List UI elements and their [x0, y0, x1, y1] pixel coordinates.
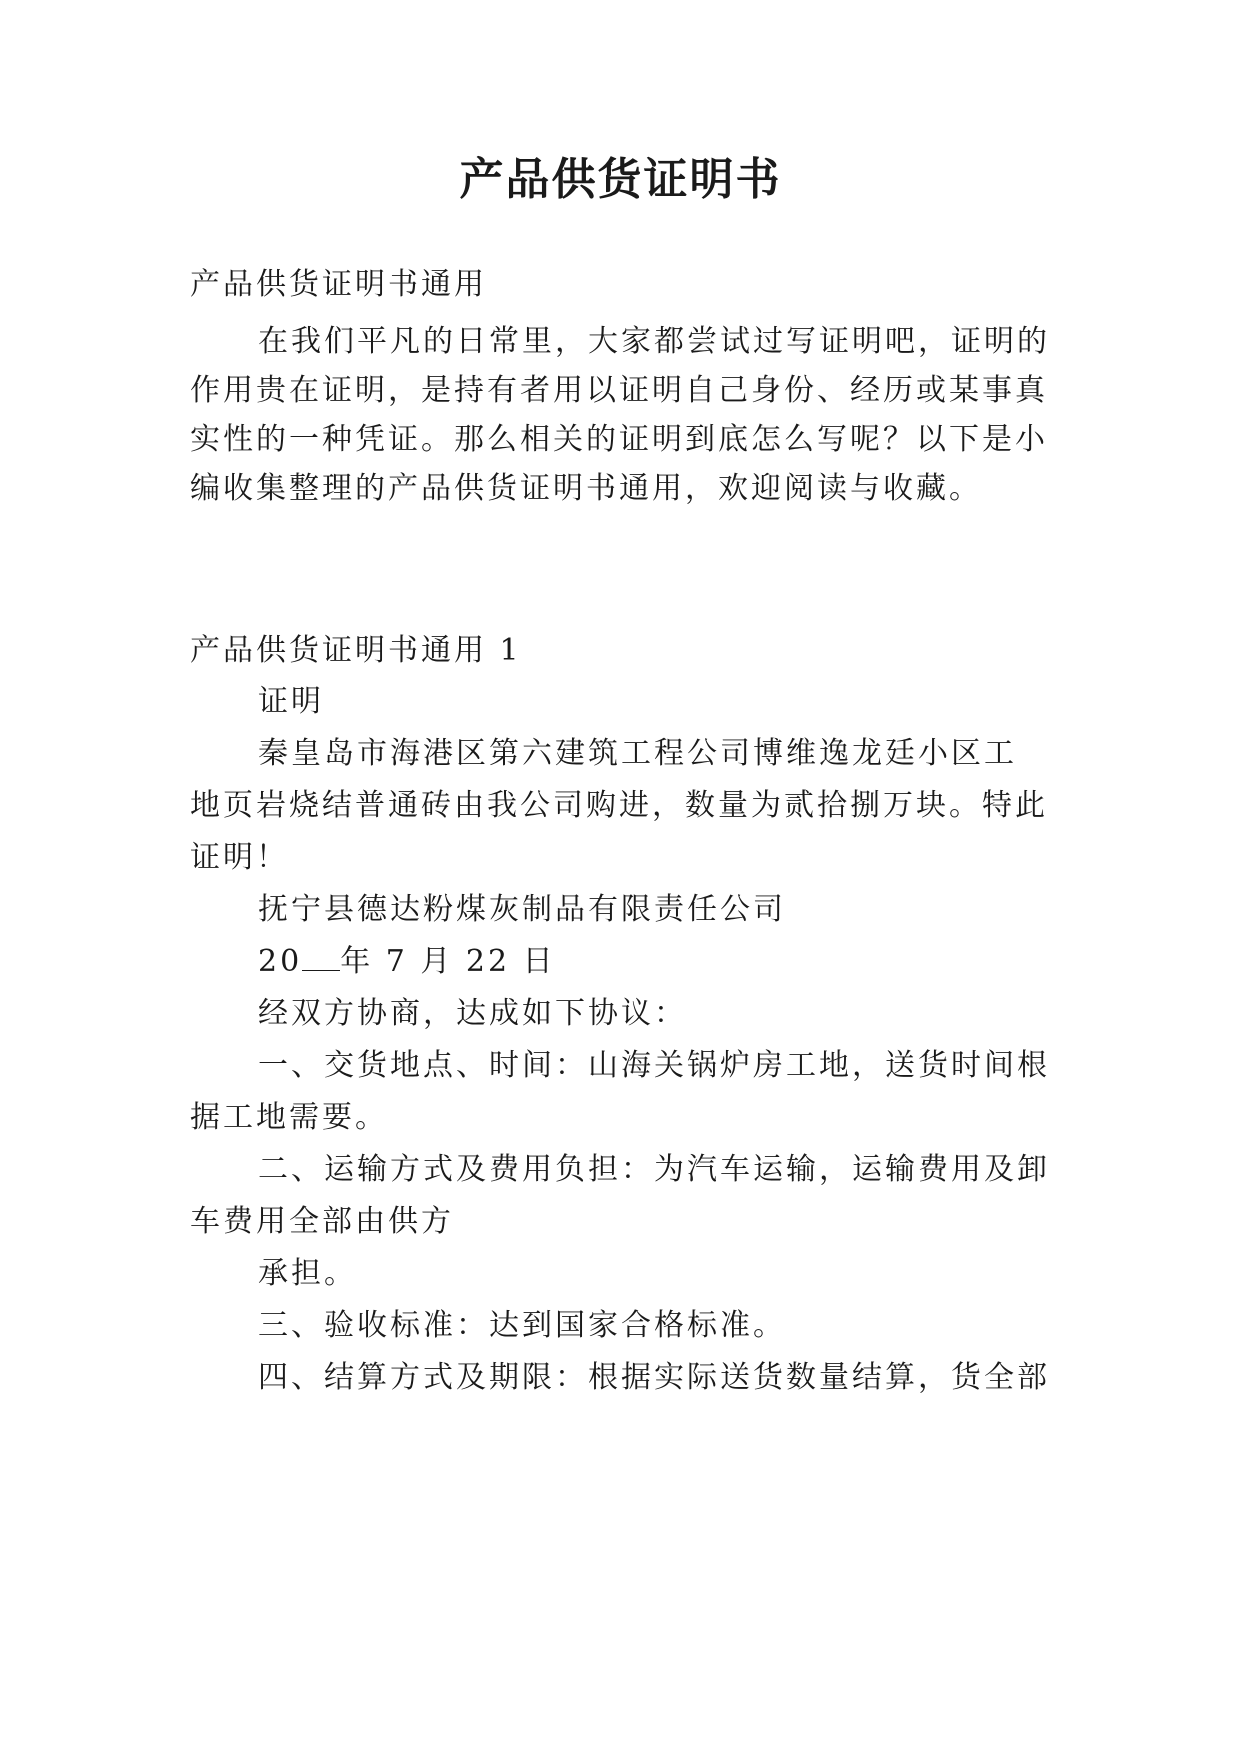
- intro-line-3: 实性的一种凭证。那么相关的证明到底怎么写呢？以下是小: [190, 422, 1048, 457]
- date-prefix: 20: [258, 944, 303, 979]
- statement-line-3: 证明！: [190, 840, 289, 875]
- intro-line-1: 在我们平凡的日常里，大家都尝试过写证明吧，证明的: [258, 324, 1050, 359]
- clause-3: 三、验收标准：达到国家合格标准。: [258, 1308, 786, 1343]
- clause-4-line-1: 四、结算方式及期限：根据实际送货数量结算，货全部: [258, 1360, 1050, 1395]
- date-blank: [302, 944, 340, 971]
- intro-heading: 产品供货证明书通用: [190, 267, 487, 302]
- agreement-intro: 经双方协商，达成如下协议：: [258, 996, 687, 1031]
- clause-1-line-2: 据工地需要。: [190, 1100, 388, 1135]
- section-heading: 产品供货证明书通用 1: [190, 633, 522, 668]
- statement-line-2: 地页岩烧结普通砖由我公司购进，数量为贰拾捌万块。特此: [190, 788, 1048, 823]
- intro-line-4: 编收集整理的产品供货证明书通用，欢迎阅读与收藏。: [190, 471, 982, 506]
- clause-2-line-1: 二、运输方式及费用负担：为汽车运输，运输费用及卸: [258, 1152, 1050, 1187]
- company-name: 抚宁县德达粉煤灰制品有限责任公司: [258, 892, 786, 927]
- statement-line-1: 秦皇岛市海港区第六建筑工程公司博维逸龙廷小区工: [258, 736, 1017, 771]
- section-subheading: 证明: [258, 684, 324, 719]
- document-title: 产品供货证明书: [459, 154, 782, 205]
- clause-2-continuation: 承担。: [258, 1256, 357, 1291]
- clause-1-line-1: 一、交货地点、时间：山海关锅炉房工地，送货时间根: [258, 1048, 1050, 1083]
- clause-2-line-2: 车费用全部由供方: [190, 1204, 454, 1239]
- date-line: [190, 933, 1118, 991]
- intro-line-2: 作用贵在证明，是持有者用以证明自己身份、经历或某事真: [190, 373, 1048, 408]
- date-suffix: 年 7 月 22 日: [340, 944, 556, 979]
